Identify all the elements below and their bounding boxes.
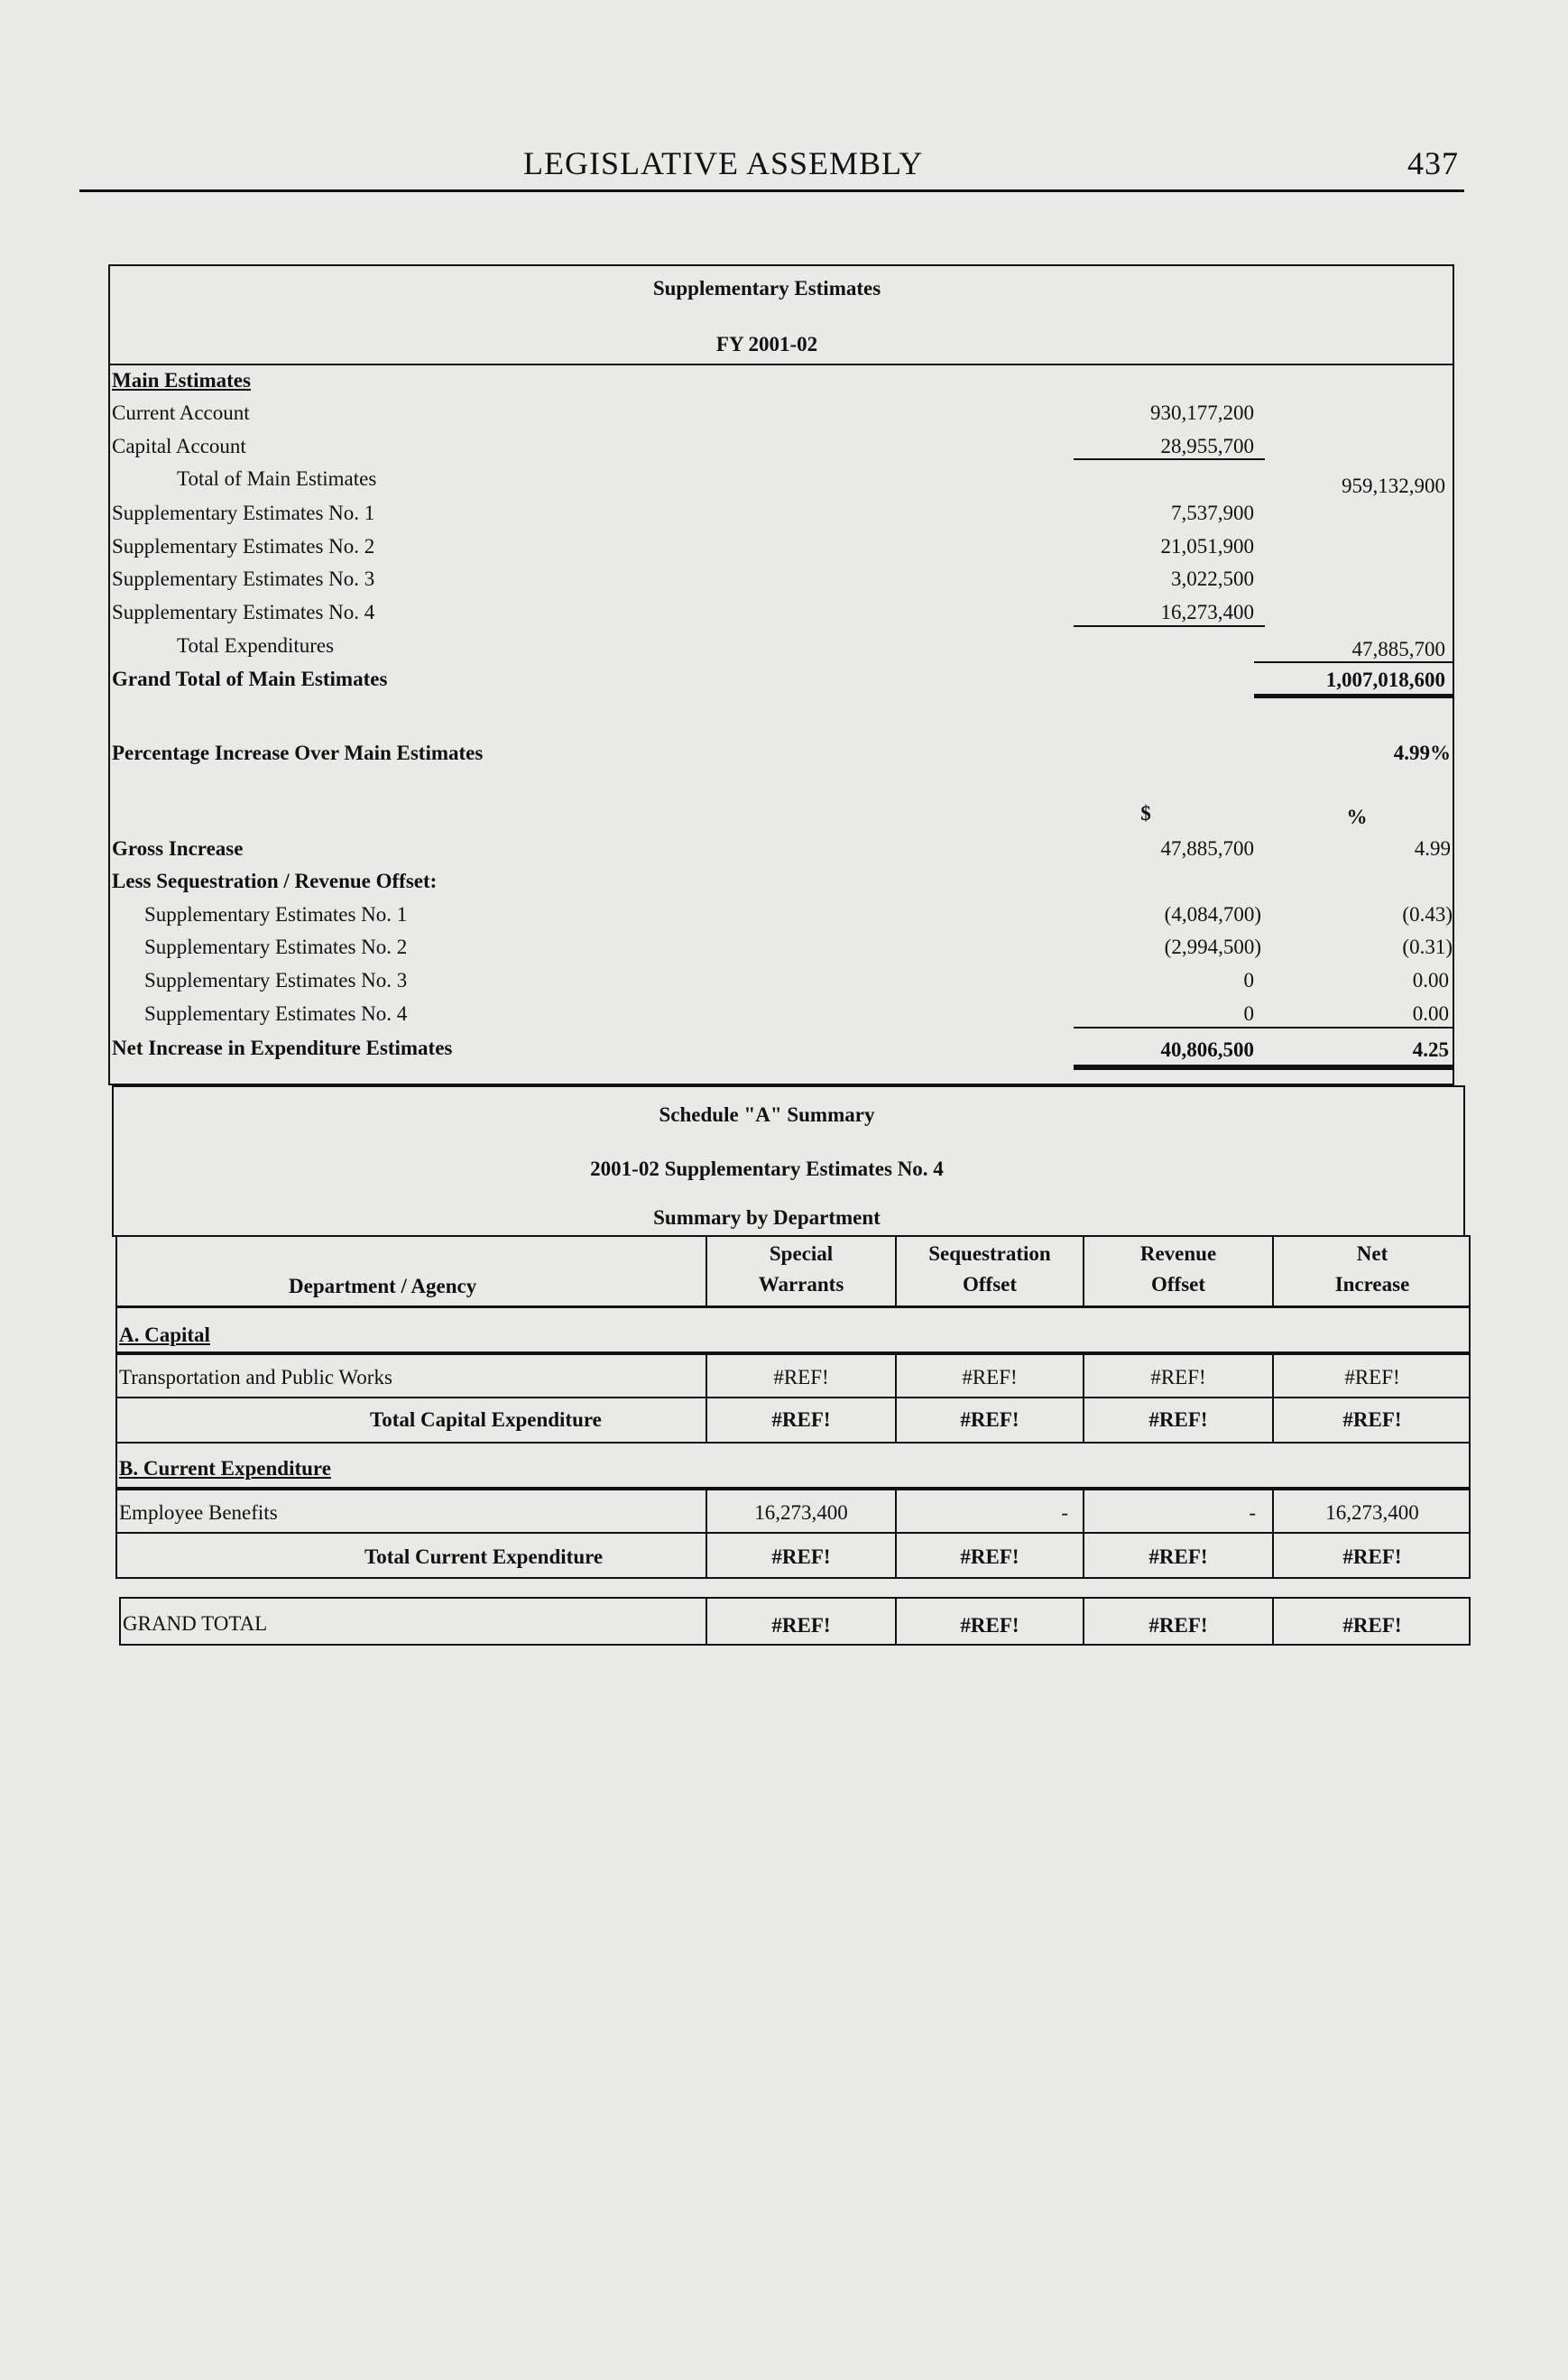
estimates-fiscal-year: FY 2001-02 [715, 333, 818, 355]
row-transport-revenue: #REF! [1150, 1366, 1206, 1388]
estimates-title: Supplementary Estimates [652, 277, 881, 300]
row-total-current-net: #REF! [1342, 1545, 1402, 1568]
row-total-capital-label: Total Capital Expenditure [370, 1408, 602, 1431]
header-revenue-1: Revenue [1139, 1242, 1217, 1265]
offset-supp3-dollars: 0 [1243, 969, 1254, 992]
grand-total-main-label: Grand Total of Main Estimates [112, 668, 388, 690]
total-main-value: 959,132,900 [1342, 475, 1445, 497]
row-grand-total-label: GRAND TOTAL [123, 1612, 268, 1635]
row-employee-sequestration: - [1061, 1501, 1068, 1524]
row-employee-revenue: - [1249, 1501, 1256, 1524]
offset-supp4-label: Supplementary Estimates No. 4 [144, 1002, 408, 1025]
gross-increase-label: Gross Increase [112, 837, 244, 860]
row-total-current-special: #REF! [771, 1545, 831, 1568]
row-transport-special: #REF! [773, 1366, 829, 1388]
estimates-title-rule [108, 364, 1454, 365]
schedule-subtitle: 2001-02 Supplementary Estimates No. 4 [590, 1158, 944, 1180]
offset-supp1-percent: (0.43) [1402, 903, 1453, 926]
page-title: LEGISLATIVE ASSEMBLY [523, 145, 924, 181]
header-net-2: Increase [1334, 1273, 1410, 1296]
capital-account-label: Capital Account [112, 435, 246, 457]
capital-underline [1074, 458, 1265, 460]
header-revenue-2: Offset [1150, 1273, 1206, 1296]
total-exp-underline [1254, 661, 1454, 663]
header-sequestration-2: Offset [962, 1273, 1018, 1296]
supp2-value: 21,051,900 [1160, 535, 1254, 558]
offset-supp1-dollars: (4,084,700) [1164, 903, 1261, 926]
offset-supp4-percent: 0.00 [1412, 1002, 1449, 1025]
row-transport-sequestration: #REF! [962, 1366, 1018, 1388]
header-rule [79, 189, 1464, 192]
net-top-rule [1074, 1027, 1454, 1029]
supp4-value: 16,273,400 [1160, 601, 1254, 623]
row-total-current-revenue: #REF! [1148, 1545, 1208, 1568]
row-grand-total-sequestration: #REF! [960, 1614, 1019, 1637]
header-sequestration-1: Sequestration [928, 1242, 1051, 1265]
offset-supp2-label: Supplementary Estimates No. 2 [144, 936, 408, 958]
offset-supp2-percent: (0.31) [1402, 936, 1453, 958]
schedule-subtitle2: Summary by Department [653, 1206, 881, 1229]
grand-total-underline [1254, 694, 1454, 698]
section-b-label: B. Current Expenditure [119, 1457, 331, 1480]
header-net-1: Net [1356, 1242, 1388, 1265]
row-total-capital-net: #REF! [1342, 1408, 1402, 1431]
row-employee-special: 16,273,400 [754, 1501, 848, 1524]
gross-increase-dollars: 47,885,700 [1160, 837, 1254, 860]
net-increase-percent: 4.25 [1412, 1038, 1449, 1061]
row-grand-total-revenue: #REF! [1148, 1614, 1208, 1637]
row-grand-total-net: #REF! [1342, 1614, 1402, 1637]
gross-increase-percent: 4.99 [1414, 837, 1451, 860]
supp3-value: 3,022,500 [1171, 567, 1254, 590]
section-a-band [115, 1306, 1471, 1353]
net-increase-dollars: 40,806,500 [1160, 1038, 1254, 1061]
row-total-current-label: Total Current Expenditure [364, 1545, 604, 1568]
row-employee-label: Employee Benefits [119, 1501, 278, 1524]
percentage-increase-label: Percentage Increase Over Main Estimates [112, 742, 484, 764]
row-total-current-sequestration: #REF! [960, 1545, 1019, 1568]
row-total-capital-revenue: #REF! [1148, 1408, 1208, 1431]
col-dollar-header: $ [1140, 802, 1151, 825]
offset-supp2-dollars: (2,994,500) [1164, 936, 1261, 958]
header-special-2: Warrants [758, 1273, 844, 1296]
schedule-title: Schedule "A" Summary [659, 1103, 875, 1126]
header-department: Department / Agency [289, 1275, 477, 1297]
percentage-increase-value: 4.99% [1393, 742, 1451, 764]
offset-supp4-dollars: 0 [1243, 1002, 1254, 1025]
row-total-capital-sequestration: #REF! [960, 1408, 1019, 1431]
page-number: 437 [1407, 145, 1459, 181]
offset-supp3-label: Supplementary Estimates No. 3 [144, 969, 408, 992]
row-total-capital-special: #REF! [771, 1408, 831, 1431]
supp3-label: Supplementary Estimates No. 3 [112, 567, 375, 590]
total-main-label: Total of Main Estimates [177, 467, 377, 490]
main-estimates-heading: Main Estimates [112, 369, 251, 392]
less-offset-label: Less Sequestration / Revenue Offset: [112, 870, 438, 892]
header-special-1: Special [769, 1242, 834, 1265]
row-grand-total-special: #REF! [771, 1614, 831, 1637]
grand-total-main-value: 1,007,018,600 [1325, 669, 1445, 691]
col-percent-header: % [1346, 806, 1368, 828]
net-bottom-rule [1074, 1065, 1454, 1070]
net-increase-label: Net Increase in Expenditure Estimates [112, 1037, 453, 1059]
row-transport-label: Transportation and Public Works [119, 1366, 392, 1388]
current-account-value: 930,177,200 [1150, 401, 1254, 424]
offset-supp3-percent: 0.00 [1412, 969, 1449, 992]
supp4-label: Supplementary Estimates No. 4 [112, 601, 375, 623]
row-transport-net: #REF! [1344, 1366, 1400, 1388]
row-employee-net: 16,273,400 [1325, 1501, 1419, 1524]
total-expenditures-value: 47,885,700 [1351, 638, 1445, 660]
capital-account-value: 28,955,700 [1160, 435, 1254, 457]
section-a-label: A. Capital [119, 1324, 210, 1346]
current-account-label: Current Account [112, 401, 250, 424]
supp4-underline [1074, 625, 1265, 627]
offset-supp1-label: Supplementary Estimates No. 1 [144, 903, 408, 926]
supp2-label: Supplementary Estimates No. 2 [112, 535, 375, 558]
total-expenditures-label: Total Expenditures [177, 634, 335, 657]
supp1-value: 7,537,900 [1171, 502, 1254, 524]
supp1-label: Supplementary Estimates No. 1 [112, 502, 375, 524]
